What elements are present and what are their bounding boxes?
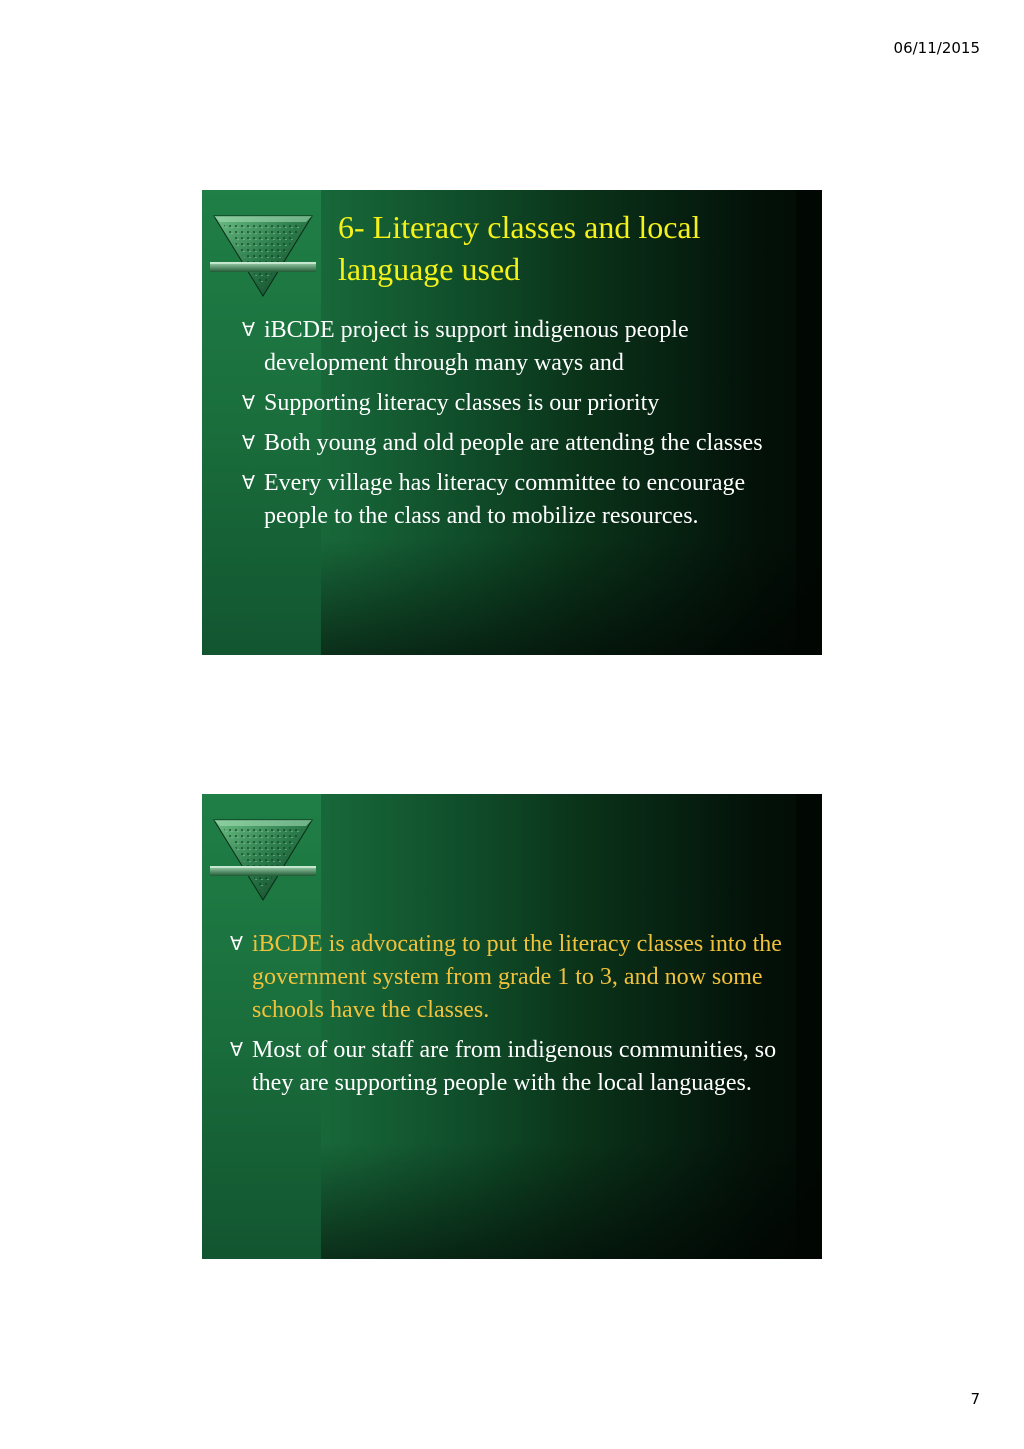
list-item bbox=[230, 1034, 810, 1100]
page-number: 7 bbox=[970, 1390, 980, 1408]
page-date: 06/11/2015 bbox=[893, 39, 980, 57]
list-item bbox=[242, 427, 802, 460]
bullet-text: Every village has literacy committee to encourage people to the class and to mobilize resources. bbox=[264, 470, 746, 529]
check-triangle-icon: ∀ bbox=[242, 472, 255, 494]
bullet-list bbox=[242, 314, 802, 540]
bullet-text: iBCDE is advocating to put the literacy classes into the government system from grade 1 to 3, and now some schools have the classes. bbox=[252, 931, 782, 1023]
check-triangle-icon: ∀ bbox=[242, 432, 255, 454]
bullet-text: Most of our staff are from indigenous communities, so they are supporting people with the local languages. bbox=[252, 1037, 777, 1096]
check-triangle-icon: ∀ bbox=[242, 392, 255, 414]
list-item bbox=[230, 928, 810, 1027]
list-item bbox=[242, 314, 802, 380]
slide-title: 6- Literacy classes and local language used bbox=[338, 209, 701, 287]
check-triangle-icon: ∀ bbox=[230, 933, 243, 955]
bullet-text: iBCDE project is support indigenous people development through many ways and bbox=[264, 317, 689, 376]
green-triangle-logo-icon bbox=[210, 816, 316, 906]
green-triangle-logo-icon bbox=[210, 212, 316, 302]
list-item bbox=[242, 467, 802, 533]
bullet-text: Both young and old people are attending the classes bbox=[264, 430, 763, 456]
list-item bbox=[242, 387, 802, 420]
check-triangle-icon: ∀ bbox=[230, 1039, 243, 1061]
slide-2 bbox=[202, 794, 822, 1259]
bullet-text: Supporting literacy classes is our priority bbox=[264, 390, 660, 416]
check-triangle-icon: ∀ bbox=[242, 319, 255, 341]
slide-1 bbox=[202, 190, 822, 655]
bullet-list bbox=[230, 928, 810, 1107]
